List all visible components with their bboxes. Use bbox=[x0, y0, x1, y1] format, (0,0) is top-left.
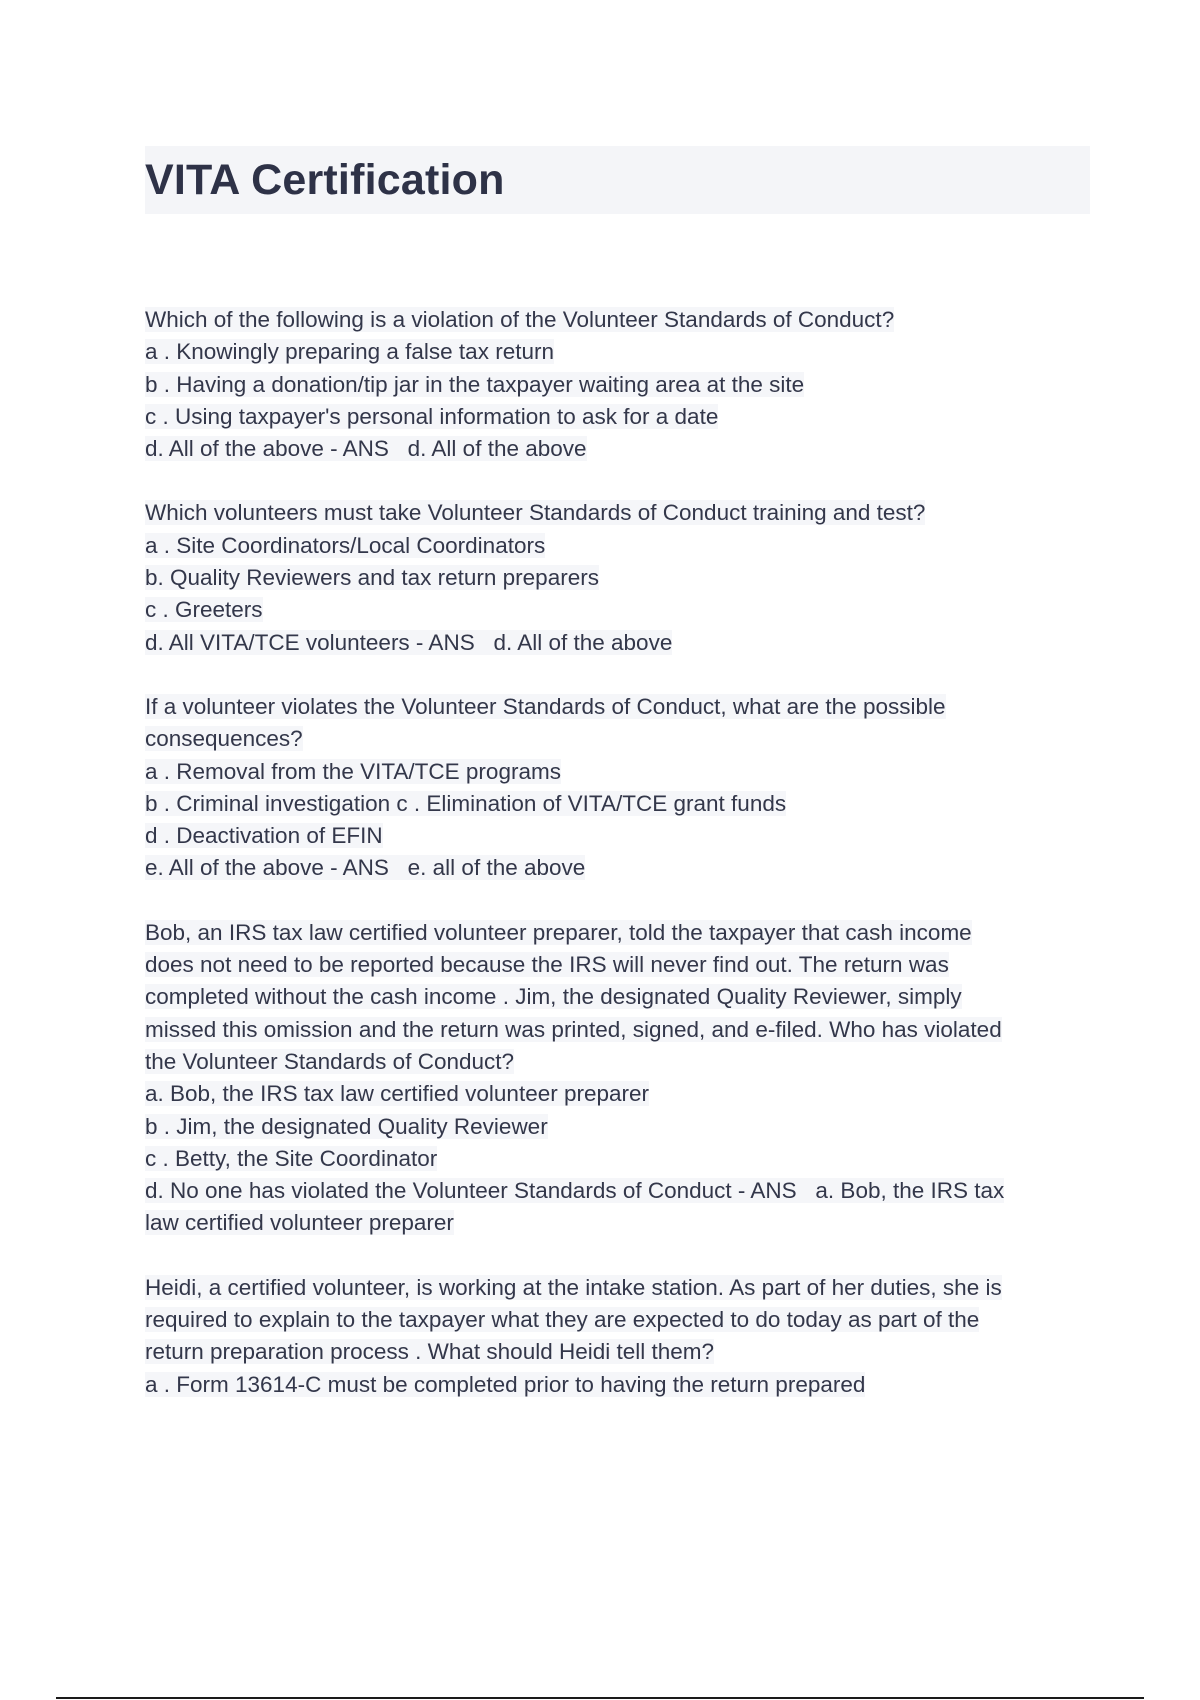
answer-option: c . Using taxpayer's personal information to ask for a date bbox=[145, 403, 719, 429]
question-text: Heidi, a certified volunteer, is working at the intake station. As part of her duties, she is bbox=[145, 1274, 1002, 1300]
question-text: does not need to be reported because the IRS will never find out. The return was bbox=[145, 952, 949, 978]
answer-option: b. Quality Reviewers and tax return preparers bbox=[145, 565, 599, 591]
question-block bbox=[145, 1272, 1095, 1401]
answer-line: e. All of the above - ANS e. all of the above bbox=[145, 855, 586, 881]
answer-option: c . Betty, the Site Coordinator bbox=[145, 1145, 438, 1171]
answer-option: a . Form 13614-C must be completed prior to having the return prepared bbox=[145, 1371, 866, 1397]
title-banner bbox=[145, 146, 1090, 214]
answer-option: a . Site Coordinators/Local Coordinators bbox=[145, 532, 546, 558]
answer-line: law certified volunteer preparer bbox=[145, 1210, 454, 1236]
answer-line: d. All VITA/TCE volunteers - ANS d. All of the above bbox=[145, 629, 673, 655]
question-text: required to explain to the taxpayer what they are expected to do today as part of the bbox=[145, 1307, 980, 1333]
question-text: Bob, an IRS tax law certified volunteer preparer, told the taxpayer that cash income bbox=[145, 919, 972, 945]
answer-option: b . Criminal investigation c . Elimination of VITA/TCE grant funds bbox=[145, 790, 787, 816]
question-text: return preparation process . What should Heidi tell them? bbox=[145, 1339, 715, 1365]
question-block bbox=[145, 304, 1095, 465]
question-text: consequences? bbox=[145, 726, 303, 752]
answer-line: d. All of the above - ANS d. All of the above bbox=[145, 436, 587, 462]
answer-option: a. Bob, the IRS tax law certified volunteer preparer bbox=[145, 1081, 650, 1107]
footer-divider bbox=[56, 1697, 1144, 1699]
answer-option: b . Having a donation/tip jar in the taxpayer waiting area at the site bbox=[145, 371, 805, 397]
question-text: missed this omission and the return was printed, signed, and e-filed. Who has violated bbox=[145, 1016, 1002, 1042]
answer-option: d . Deactivation of EFIN bbox=[145, 823, 383, 849]
answer-option: a . Removal from the VITA/TCE programs bbox=[145, 758, 561, 784]
answer-option: b . Jim, the designated Quality Reviewer bbox=[145, 1113, 548, 1139]
answer-option: a . Knowingly preparing a false tax return bbox=[145, 339, 554, 365]
question-list bbox=[145, 304, 1095, 1433]
question-text: Which volunteers must take Volunteer Standards of Conduct training and test? bbox=[145, 500, 926, 526]
document-title: VITA Certification bbox=[145, 156, 505, 204]
question-text: If a volunteer violates the Volunteer Standards of Conduct, what are the possible bbox=[145, 693, 946, 719]
question-text: completed without the cash income . Jim, the designated Quality Reviewer, simply bbox=[145, 984, 962, 1010]
question-block bbox=[145, 497, 1095, 658]
question-block bbox=[145, 691, 1095, 885]
question-text: the Volunteer Standards of Conduct? bbox=[145, 1048, 515, 1074]
question-text: Which of the following is a violation of the Volunteer Standards of Conduct? bbox=[145, 307, 895, 332]
question-block bbox=[145, 917, 1095, 1240]
answer-line: d. No one has violated the Volunteer Standards of Conduct - ANS a. Bob, the IRS tax bbox=[145, 1178, 1005, 1204]
answer-option: c . Greeters bbox=[145, 597, 263, 623]
